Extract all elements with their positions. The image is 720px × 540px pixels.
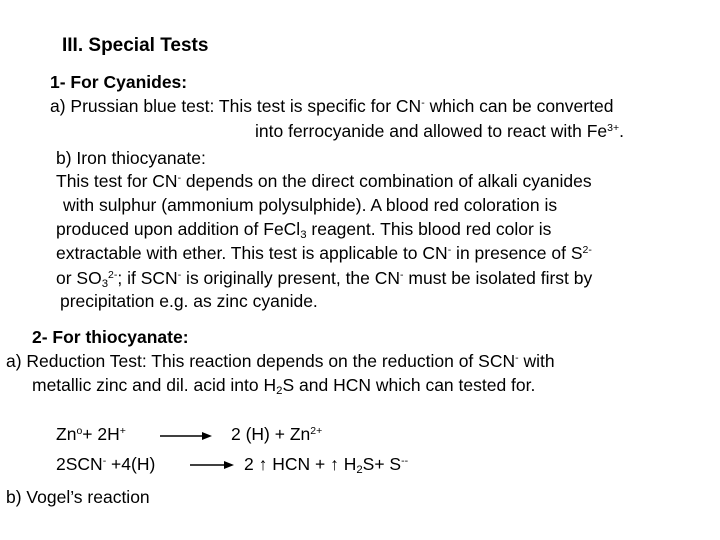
reduction-test-line-2 bbox=[32, 375, 535, 395]
superscript: 3+ bbox=[607, 122, 620, 135]
text: is originally present, the CN bbox=[181, 268, 401, 288]
superscript: - bbox=[177, 172, 182, 185]
text: reagent. This blood red color is bbox=[306, 219, 552, 239]
superscript: - bbox=[447, 244, 452, 257]
superscript: - bbox=[400, 269, 404, 282]
subscript: 2 bbox=[276, 384, 283, 397]
cyanides-heading: 1- For Cyanides: bbox=[50, 72, 188, 92]
superscript: - bbox=[102, 455, 107, 468]
iron-thiocyanate-line-1 bbox=[56, 171, 592, 191]
text: S+ S bbox=[362, 454, 402, 474]
superscript: -- bbox=[401, 455, 409, 468]
equation-2-products bbox=[244, 454, 408, 474]
text: a) Prussian blue test: This test is specific for CN bbox=[50, 96, 422, 116]
text: extractable with ether. This test is applicable to CN bbox=[56, 243, 448, 263]
page-title: III. Special Tests bbox=[62, 35, 209, 56]
iron-thiocyanate-line-6: precipitation e.g. as zinc cyanide. bbox=[60, 291, 318, 311]
iron-thiocyanate-line-5 bbox=[56, 268, 592, 288]
text: 2 bbox=[244, 454, 259, 474]
iron-thiocyanate-line-3 bbox=[56, 219, 551, 239]
prussian-blue-line-2 bbox=[255, 121, 624, 141]
text: which can be converted bbox=[424, 96, 614, 116]
up-arrow-icon: ↑ bbox=[330, 454, 339, 474]
reaction-arrow-icon bbox=[190, 459, 234, 471]
equation-1-products bbox=[231, 424, 322, 444]
superscript: + bbox=[119, 425, 126, 438]
superscript: 2- bbox=[108, 269, 118, 282]
equation-2-reactants bbox=[56, 454, 155, 474]
text: metallic zinc and dil. acid into H bbox=[32, 375, 277, 395]
text: . bbox=[619, 121, 624, 141]
text: depends on the direct combination of alkali cyanides bbox=[181, 171, 592, 191]
text: Zn bbox=[56, 424, 77, 444]
reaction-arrow-icon bbox=[160, 430, 212, 442]
iron-thiocyanate-line-2: with sulphur (ammonium polysulphide). A blood red coloration is bbox=[63, 195, 558, 215]
iron-thiocyanate-heading: b) Iron thiocyanate: bbox=[56, 148, 206, 168]
superscript: - bbox=[515, 352, 519, 365]
vogel-reaction-heading: b) Vogel’s reaction bbox=[6, 487, 150, 507]
text: into ferrocyanide and allowed to react with Fe bbox=[255, 121, 608, 141]
subscript: 3 bbox=[101, 277, 109, 290]
text: H bbox=[338, 454, 357, 474]
text: +4(H) bbox=[106, 454, 156, 474]
reduction-test-line-1 bbox=[6, 351, 555, 371]
iron-thiocyanate-line-4 bbox=[56, 243, 592, 263]
superscript: o bbox=[76, 425, 83, 438]
text: with bbox=[518, 351, 555, 371]
text: This test for CN bbox=[56, 171, 178, 191]
text: or SO bbox=[56, 268, 102, 288]
prussian-blue-line-1 bbox=[50, 96, 613, 116]
subscript: 3 bbox=[300, 228, 307, 241]
superscript: 2+ bbox=[310, 425, 323, 438]
text: HCN + bbox=[267, 454, 331, 474]
up-arrow-icon: ↑ bbox=[258, 454, 268, 474]
text: 2 (H) + Zn bbox=[231, 424, 311, 444]
text: S and HCN which can tested for. bbox=[282, 375, 536, 395]
text: must be isolated first by bbox=[403, 268, 593, 288]
thiocyanate-heading: 2- For thiocyanate: bbox=[32, 327, 189, 347]
superscript: - bbox=[421, 97, 425, 110]
text: ; if SCN bbox=[117, 268, 178, 288]
superscript: - bbox=[177, 269, 182, 282]
text: a) Reduction Test: This reaction depends on the reduction of SCN bbox=[6, 351, 516, 371]
text: in presence of S bbox=[451, 243, 583, 263]
superscript: 2- bbox=[582, 244, 592, 257]
text: 2SCN bbox=[56, 454, 103, 474]
text: produced upon addition of FeCl bbox=[56, 219, 301, 239]
equation-1-reactants bbox=[56, 424, 126, 444]
text: + 2H bbox=[82, 424, 120, 444]
subscript: 2 bbox=[356, 463, 363, 476]
